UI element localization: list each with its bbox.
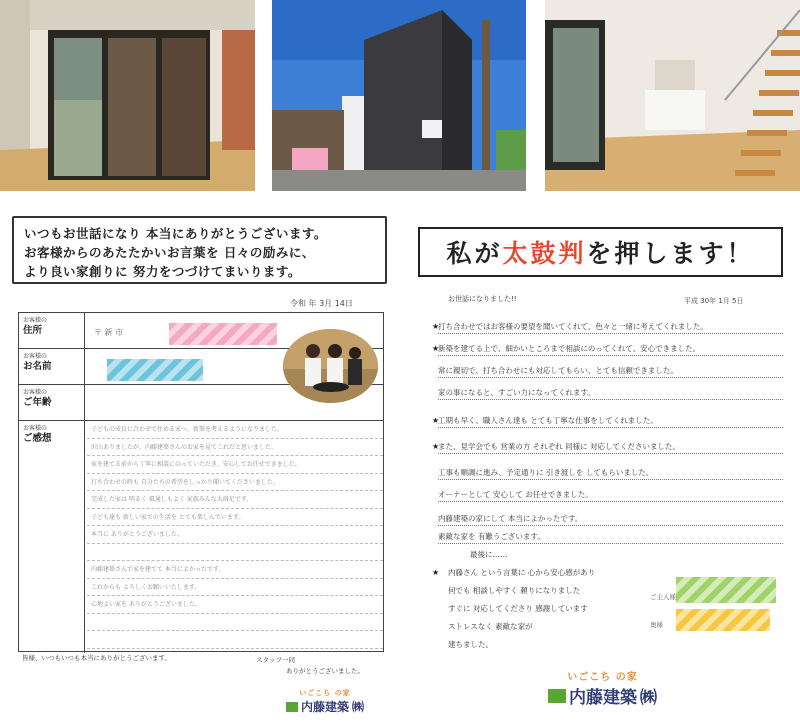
comment-line: 打ち合わせの時も 自分たちの希望をしっかり聞いてくださいました。 (87, 474, 383, 492)
wife-label: 奥様 (650, 621, 663, 629)
comment-line: 子どもの成長に合わせて住める家へ、新築を考えるようになりました。 (87, 421, 383, 439)
company-logo-large (548, 668, 657, 708)
customer-form (18, 312, 384, 652)
closing-line: ストレスなく 素敵な家が (448, 622, 533, 631)
testimonial-line: 工事も順調に進み、予定通りに 引き渡しを してもらいました。 (438, 466, 783, 480)
closing-line: 内藤さん という言葉に 心から安心感があり (448, 568, 596, 577)
exterior-photo-house (272, 0, 526, 191)
comment-line: これからも よろしくお願いいたします。 (87, 579, 383, 597)
testimonial-date: 平成 30年 1月 5日 (684, 297, 744, 305)
age-label: お客様の ご年齢 (19, 385, 85, 420)
bullet-mark: ★ (432, 344, 440, 353)
comment-line: 完成した家は 明るく 風通しもよく 家族みんな大満足です。 (87, 491, 383, 509)
logo-tagline: いごこち の家 (299, 689, 351, 697)
comment-line (87, 631, 383, 649)
intro-line: お客様からのあたたかいお言葉を 日々の励みに、 (24, 245, 315, 260)
comment-line: 家を建てる前から丁寧に相談にのっていただき、安心してお任せできました。 (87, 456, 383, 474)
logo-company-name: 内藤建築 (301, 700, 350, 714)
address-label: お客様の 住所 (19, 313, 85, 348)
bullet-mark: ★ (432, 442, 440, 451)
comment-line: 子ども達も 新しい家での生活を とても楽しんでいます。 (87, 509, 383, 527)
logo-suffix: ㈱ (352, 700, 365, 714)
comment-line: 沢山ありましたが、内藤建築さんのお家を見てこれだと思いました。 (87, 439, 383, 457)
logo-tagline: いごこち の家 (567, 672, 638, 683)
testimonial-line: オーナーとして 安心して お任せできました。 (438, 488, 783, 502)
comment-line (87, 614, 383, 632)
greeting-text: お世話になりました!! (448, 295, 517, 303)
company-logo (286, 688, 364, 715)
testimonial-title: 私が 太鼓判 を押します ！ (418, 227, 783, 277)
family-photo (283, 329, 378, 403)
intro-message-box (12, 216, 387, 284)
intro-line: より良い家創りに 努力をつづけてまいります。 (24, 264, 301, 279)
thank-you-form-sheet (0, 210, 400, 720)
closing-line: 建ちました。 (448, 640, 493, 649)
testimonial-line: 工期も早く、職人さん達も とても丁寧な仕事をしてくれました。 (438, 414, 783, 428)
logo-company-name: 内藤建築 (569, 688, 637, 708)
testimonial-line: 素敵な家を 有難うございます。 (438, 530, 783, 544)
testimonial-line: 家の事になると、すごい力になってくれます。 (438, 386, 783, 400)
name-label: お客様の お名前 (19, 349, 85, 384)
testimonial-line: 内藤建築の家にして 本当によかったです。 (438, 512, 783, 526)
closing-intro: 最後に…… (470, 550, 508, 559)
testimonial-line: また、見学会でも 営業の方 それぞれ 同様に 対応してくださいました。 (438, 440, 783, 454)
redaction-stripe-green (676, 577, 776, 603)
redaction-stripe-pink (169, 323, 277, 345)
handwritten-comment (87, 421, 383, 653)
comment-label: お客様の ご感想 (19, 421, 85, 653)
house-icon (286, 702, 298, 712)
bullet-mark: ★ (432, 416, 440, 425)
interior-photo-living (0, 0, 255, 191)
address-value: 〒 新 市 (94, 328, 124, 337)
testimonial-line: 新築を建てる上で、細かいところまで相談にのってくれて、安心できました。 (438, 342, 783, 356)
redaction-stripe-blue (107, 359, 203, 381)
comment-line: 心地よい家を ありがとうございました。 (87, 596, 383, 614)
footer-note: 皆様、いつもいつも本当にありがとうございます。 (22, 654, 171, 662)
testimonial-line: 常に親切で、打ち合わせにも対応してもらい、とても信頼できました。 (438, 364, 783, 378)
staff-thanks: ありがとうございました。 (286, 667, 364, 675)
interior-photo-staircase (545, 0, 800, 191)
closing-line: 何でも 相談しやすく 頼りになりました (448, 586, 581, 595)
comment-line: 本当に ありがとうございました。 (87, 526, 383, 544)
bullet-mark: ★ (432, 322, 440, 331)
husband-label: ご主人様 (650, 593, 676, 601)
testimonial-line: 打ち合わせではお客様の要望を聞いてくれて、色々と一緒に考えてくれました。 (438, 320, 783, 334)
house-icon (548, 689, 566, 703)
intro-line: いつもお世話になり 本当にありがとうございます。 (24, 226, 327, 241)
form-date: 令和 年 3月 14日 (290, 299, 353, 308)
comment-line: 内藤建築さんで家を建てて 本当によかったです。 (87, 561, 383, 579)
staff-signature: スタッフ一同 (256, 656, 295, 664)
closing-line: すぐに 対応してくださり 感謝しています (448, 604, 588, 613)
comment-line (87, 544, 383, 562)
bullet-mark: ★ (432, 568, 440, 577)
form-row-comment (19, 421, 383, 653)
redaction-stripe-yellow (676, 609, 770, 631)
logo-suffix: ㈱ (640, 688, 657, 708)
